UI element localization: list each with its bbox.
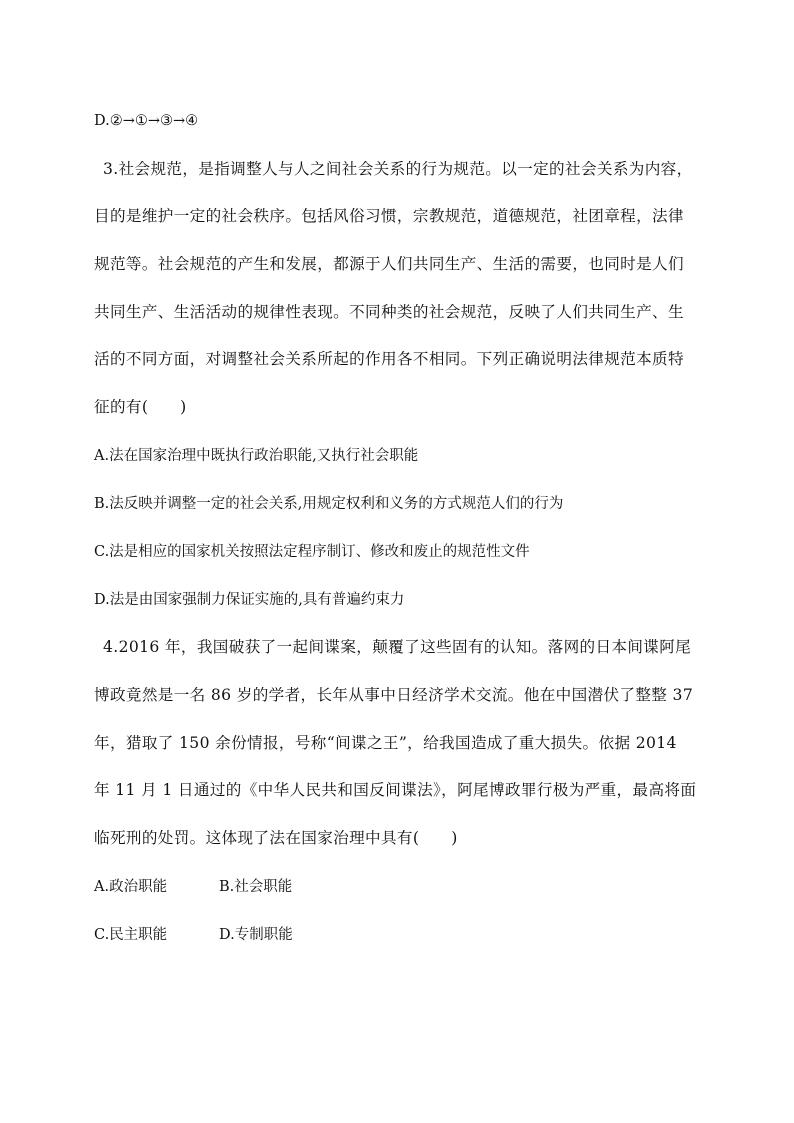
q3-option-a: A.法在国家治理中既执行政治职能,又执行社会职能 (94, 448, 419, 464)
q3-stem-line-4: 共同生产、生活活动的规律性表现。不同种类的社会规范，反映了人们共同生产、生 (94, 303, 684, 321)
q3-stem-line-3: 规范等。社会规范的产生和发展，都源于人们共同生产、生活的需要，也同时是人们 (94, 255, 684, 273)
q4-option-b: B.社会职能 (219, 879, 293, 895)
q3-option-d: D.法是由国家强制力保证实施的,具有普遍约束力 (94, 592, 405, 608)
q3-stem-line-2: 目的是维护一定的社会秩序。包括风俗习惯，宗教规范，道德规范，社团章程，法律 (94, 207, 684, 225)
q4-stem-line-3: 年，猎取了 150 余份情报，号称“间谍之王”，给我国造成了重大损失。依据 2014 (94, 734, 677, 752)
q3-stem-line-5: 活的不同方面，对调整社会关系所起的作用各不相同。下列正确说明法律规范本质特 (94, 350, 684, 368)
q4-stem-line-1: 4.2016 年，我国破获了一起间谍案，颠覆了这些固有的认知。落网的日本间谍阿尾 (103, 638, 692, 656)
q3-option-c: C.法是相应的国家机关按照法定程序制订、修改和废止的规范性文件 (94, 544, 530, 560)
q3-stem-line-1: 3.社会规范，是指调整人与人之间社会关系的行为规范。以一定的社会关系为内容， (103, 160, 693, 178)
q4-stem-line-5: 临死刑的处罚。这体现了法在国家治理中具有( ) (94, 829, 458, 847)
q4-options-row-1 (94, 877, 292, 897)
q4-option-a: A.政治职能 (94, 879, 168, 895)
q4-options-row-2 (94, 925, 293, 945)
q4-stem-line-2: 博政竟然是一名 86 岁的学者，长年从事中日经济学术交流。他在中国潜伏了整整 37 (94, 686, 694, 704)
q4-option-c: C.民主职能 (94, 927, 168, 943)
q3-option-b: B.法反映并调整一定的社会关系,用规定权利和义务的方式规范人们的行为 (94, 496, 564, 512)
q4-option-d: D.专制职能 (219, 927, 293, 943)
q3-stem-line-6: 征的有( ) (94, 398, 187, 416)
q4-stem-line-4: 年 11 月 1 日通过的《中华人民共和国反间谍法》，阿尾博政罪行极为严重，最高将面 (94, 781, 697, 799)
q2-option-d: D.②→①→③→④ (94, 113, 199, 129)
